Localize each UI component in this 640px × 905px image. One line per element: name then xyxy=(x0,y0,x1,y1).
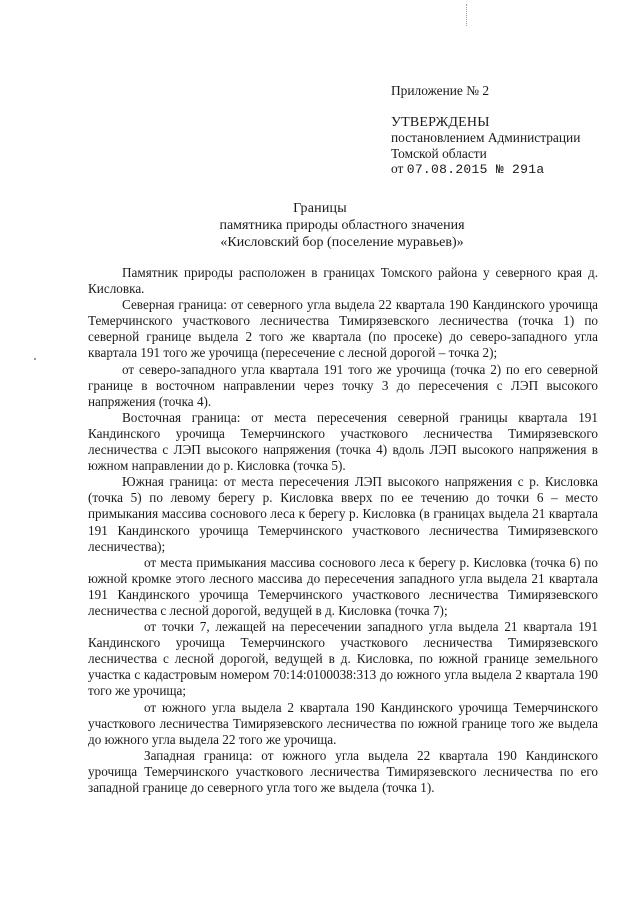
title-line-1: Границы xyxy=(293,201,347,216)
approval-date-value: 07.08.2015 № 291а xyxy=(406,162,545,177)
scan-artifact-dot xyxy=(34,358,36,360)
paragraph-south-border-cont-1: от места примыкания массива соснового леса к берегу р. Кисловка (точка 6) по южной кромке этого лесного массива до пересечения западного угла выдела 21 квартала 191 Кандинского урочища Темерчинского участкового лесничества Тимирязевского лесничества с лесной дорогой, ведущей в д. Кисловка (точка 7); xyxy=(88,554,598,618)
paragraph-south-border-cont-2: от точки 7, лежащей на пересечении западного угла выдела 21 квартала 191 Кандинского урочища Темерчинского участкового лесничества Тимирязевского лесничества с лесной дорогой, ведущей в д. Кисловка, по южной границе земельного участка с кадастровым номером 70:14:0100038:313 до южного угла выдела 2 квартала 190 того же урочища; xyxy=(88,619,598,699)
document-title xyxy=(0,200,640,251)
title-line-2: памятника природы областного значения xyxy=(219,218,465,233)
paragraph-south-border: Южная граница: от места пересечения ЛЭП высокого напряжения с р. Кисловка (точка 5) по левому берегу р. Кисловка вверх по ее течению до точки 6 – место примыкания массива соснового леса к берегу р. Кисловка (в границах выдела 21 квартала 191 Кандинского урочища Темерчинского участкового лесничества Тимирязевского лесничества); xyxy=(88,474,598,554)
approval-date-prefix: от xyxy=(391,161,407,176)
paragraph-intro: Памятник природы расположен в границах Томского района у северного края д. Кисловка. xyxy=(88,265,598,297)
approved-heading: УТВЕРЖДЕНЫ xyxy=(391,114,490,130)
approval-line-region: Томской области xyxy=(391,145,487,161)
paragraph-west-border: Западная граница: от южного угла выдела 22 квартала 190 Кандинского урочища Темерчинского участкового лесничества Тимирязевского лесничества по его западной границе до северного угла того же выдела (точка 1). xyxy=(88,747,598,795)
scan-artifact-mark xyxy=(466,4,468,26)
paragraph-east-border: Восточная граница: от места пересечения северной границы квартала 191 Кандинского урочища Темерчинского участкового лесничества Тимирязевского лесничества с ЛЭП высокого напряжения (точка 4) вдоль ЛЭП высокого напряжения в южном направлении до р. Кисловка (точка 5). xyxy=(88,409,598,474)
paragraph-north-border-cont: от северо-западного угла квартала 191 того же урочища (точка 2) по его северной границе в восточном направлении через точку 3 до пересечения с ЛЭП высокого напряжения (точка 4). xyxy=(88,361,598,409)
paragraph-north-border: Северная граница: от северного угла выдела 22 квартала 190 Кандинского урочища Темерчинского участкового лесничества Тимирязевского лесничества (точка 1) по северной границе выдела 2 того же квартала (по просеке) до северо-западного угла квартала 191 того же урочища (пересечение с лесной дорогой – точка 2); xyxy=(88,297,598,361)
title-line-3: «Кисловский бор (поселение муравьев)» xyxy=(220,235,464,250)
approval-line-administration: постановлением Администрации xyxy=(391,130,581,145)
appendix-number: Приложение № 2 xyxy=(391,83,490,98)
approval-block xyxy=(391,83,580,178)
paragraph-south-border-cont-3: от южного угла выдела 2 квартала 190 Кандинского урочища Темерчинского участкового лесничества Тимирязевского лесничества по южной границе того же выдела до южного угла выдела 22 того же урочища. xyxy=(88,699,598,747)
approval-date xyxy=(391,161,580,178)
document-body xyxy=(88,265,598,796)
